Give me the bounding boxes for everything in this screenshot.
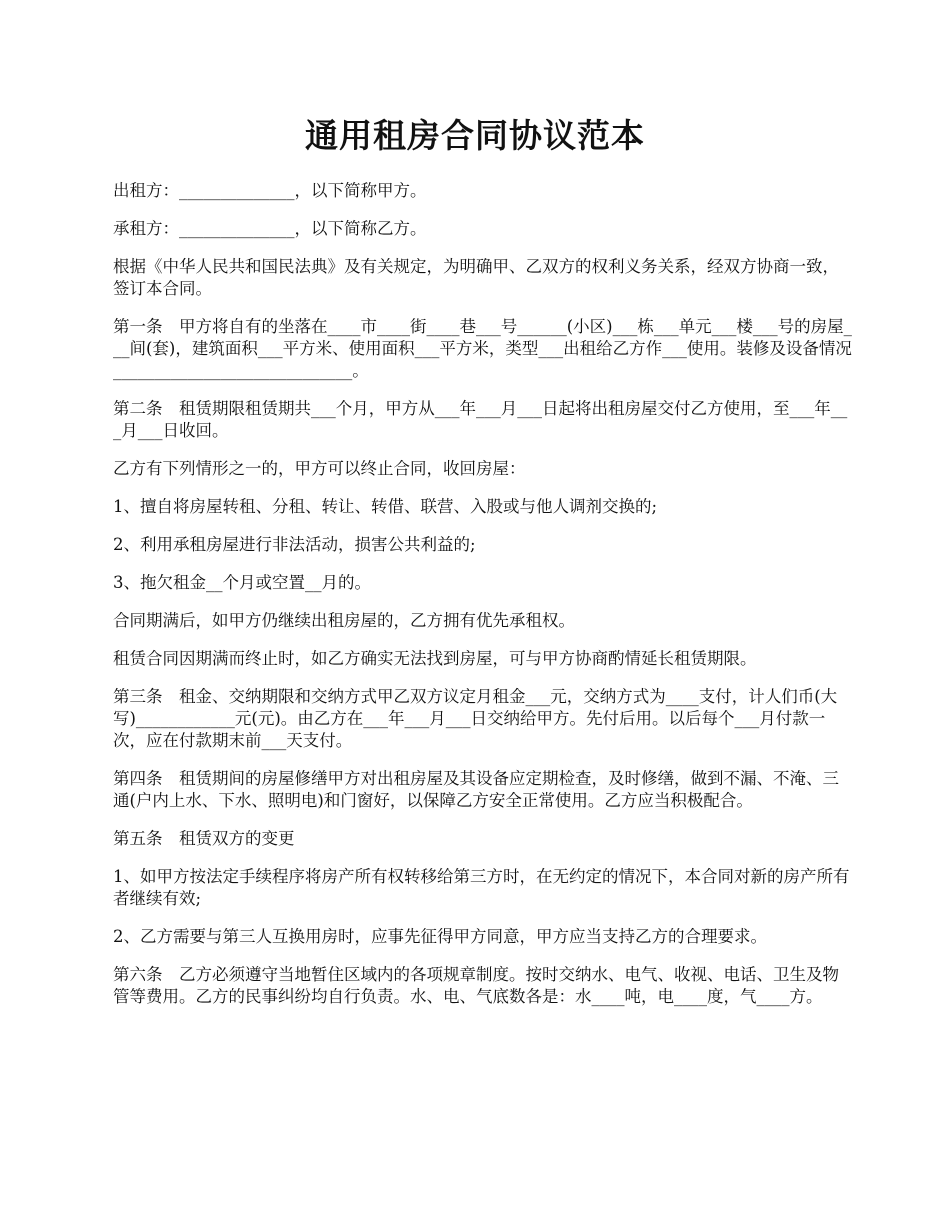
paragraph-article-2: 第二条 租赁期限租赁期共___个月，甲方从___年___月___日起将出租房屋交付乙方使用，至___年___月___日收回。 [113, 399, 848, 440]
paragraph-article-4: 第四条 租赁期间的房屋修缮甲方对出租房屋及其设备应定期检查，及时修缮，做到不漏、不淹、三通(户内上水、下水、照明电)和门窗好，以保障乙方安全正常使用。乙方应当积极配合。 [113, 769, 839, 810]
paragraph-article-5: 第五条 租赁双方的变更 [113, 829, 295, 848]
paragraph-termination-item-1: 1、擅自将房屋转租、分租、转让、转借、联营、入股或与他人调剂交换的; [113, 497, 658, 516]
paragraph-priority-right: 合同期满后，如甲方仍继续出租房屋的，乙方拥有优先承租权。 [113, 611, 575, 630]
paragraph-termination-item-2: 2、利用承租房屋进行非法活动，损害公共利益的; [113, 535, 476, 554]
paragraph-article-1: 第一条 甲方将自有的坐落在____市____街____巷___号______(小区)___栋___单元___楼___号的房屋___间(套)，建筑面积___平方米、使用面积___平方米，类型___出租给乙方作___使用。装修及设备情况_____________________________。 [113, 317, 852, 380]
paragraph-article-5-item-2: 2、乙方需要与第三人互换用房时，应事先征得甲方同意，甲方应当支持乙方的合理要求。 [113, 927, 767, 946]
paragraph-lessor: 出租方：______________，以下简称甲方。 [113, 181, 427, 200]
paragraph-article-5-item-1: 1、如甲方按法定手续程序将房产所有权转移给第三方时，在无约定的情况下，本合同对新的房产所有者继续有效; [113, 867, 850, 908]
paragraph-lessee: 承租方：______________，以下简称乙方。 [113, 219, 427, 238]
document-title: 通用租房合同协议范本 [305, 116, 645, 155]
paragraph-termination-item-3: 3、拖欠租金__个月或空置__月的。 [113, 573, 371, 592]
paragraph-preamble: 根据《中华人民共和国民法典》及有关规定，为明确甲、乙双方的权利义务关系，经双方协商一致，签订本合同。 [113, 257, 839, 298]
paragraph-termination-intro: 乙方有下列情形之一的，甲方可以终止合同，收回房屋： [113, 459, 526, 478]
paragraph-article-6: 第六条 乙方必须遵守当地暂住区域内的各项规章制度。按时交纳水、电气、收视、电话、卫生及物管等费用。乙方的民事纠纷均自行负责。水、电、气底数各是：水____吨，电____度，气____方。 [113, 965, 839, 1006]
paragraph-article-3: 第三条 租金、交纳期限和交纳方式甲乙双方议定月租金___元，交纳方式为____支付，计人们币(大写)____________元(元)。由乙方在___年___月___日交纳给甲方。先付后用。以后每个___月付款一次，应在付款期末前___天支付。 [113, 687, 838, 750]
paragraph-extension: 租赁合同因期满而终止时，如乙方确实无法找到房屋，可与甲方协商酌情延长租赁期限。 [113, 649, 757, 668]
document-body [113, 180, 853, 1024]
